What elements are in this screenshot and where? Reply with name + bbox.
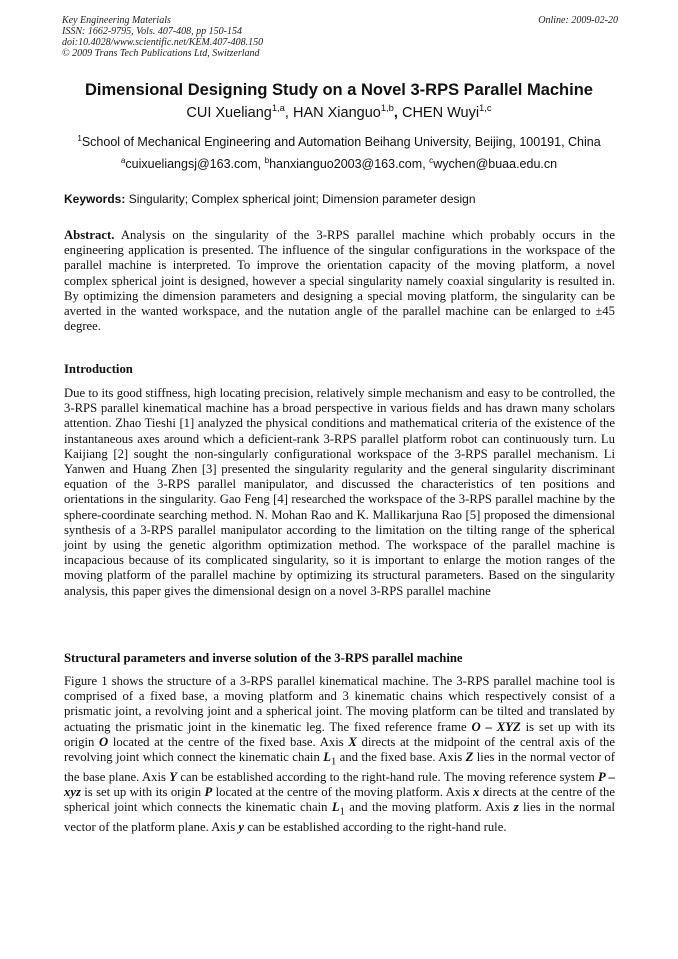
text-run: Figure 1 shows the structure of a 3-RPS parallel kinematical machine. The 3-RPS parallel machine tool is comprised of a fixed base, a moving platform and 3 kinematic chains which respectively consist of a prismatic joint, a revolving joint and a spherical joint. The moving platform can be tilted and translated by actuating the prismatic joint in the kinematic leg. The fixed reference frame bbox=[64, 674, 615, 734]
text-run: is set up with its origin bbox=[64, 719, 615, 749]
text-run: is set up with its origin bbox=[80, 784, 205, 799]
author-sup: 1,b bbox=[380, 102, 394, 114]
journal-name: Key Engineering Materials bbox=[62, 15, 171, 26]
keywords-text: Singularity; Complex spherical joint; Dimension parameter design bbox=[128, 192, 476, 206]
math-symbol: Z bbox=[465, 750, 474, 765]
text-run: lies in the normal vector of the platform plane. Axis bbox=[64, 800, 615, 834]
math-subscript: 1 bbox=[339, 806, 345, 818]
author-name: CUI Xueliang bbox=[186, 105, 272, 121]
author-sup: 1,a bbox=[271, 102, 285, 114]
math-symbol: P bbox=[204, 784, 213, 799]
online-date: Online: 2009-02-20 bbox=[538, 15, 618, 26]
text-run: directs at the centre of the spherical joint which connects the kinematic chain bbox=[64, 784, 615, 815]
math-symbol: z bbox=[513, 800, 519, 815]
abstract bbox=[64, 228, 615, 334]
abstract-label: Abstract. bbox=[64, 228, 115, 242]
text-run: located at the centre of the fixed base. Axis bbox=[108, 734, 349, 749]
issn-line: ISSN: 1662-9795, Vols. 407-408, pp 150-154 bbox=[62, 26, 242, 37]
doi-line: doi:10.4028/www.scientific.net/KEM.407-408.150 bbox=[62, 37, 264, 48]
text-run: can be established according to the right-hand rule. bbox=[244, 819, 507, 834]
affiliation bbox=[0, 135, 678, 149]
email-address: cuixueliangsj@163.com bbox=[125, 157, 258, 171]
author-name: HAN Xianguo bbox=[292, 105, 381, 121]
text-run: lies in the normal vector of the base plane. Axis bbox=[64, 750, 615, 784]
email-address: wychen@buaa.edu.cn bbox=[433, 157, 558, 171]
journal-header bbox=[62, 15, 618, 59]
section-heading-structural: Structural parameters and inverse solution of the 3-RPS parallel machine bbox=[64, 651, 463, 665]
affiliation-text: School of Mechanical Engineering and Automation Beihang University, Beijing, 100191, China bbox=[81, 135, 601, 149]
math-subscript: 1 bbox=[330, 756, 337, 768]
math-symbol: x bbox=[473, 784, 480, 799]
author-list: CUI Xueliang$^{1,a}$, HAN Xianguo$^{1,b}$, CHEN Wuyi$^{1,c}$ bbox=[186, 102, 492, 121]
text-run: and the fixed base. Axis bbox=[336, 750, 466, 765]
email-list: $^a$cuixueliangsj@163.com, $^b$hanxianguo2003@163.com, $^c$wychen@buaa.edu.cn bbox=[120, 155, 558, 171]
math-symbol: O bbox=[99, 734, 109, 749]
author-name: CHEN Wuyi bbox=[401, 105, 480, 121]
text-run: directs at the midpoint of the central axis of the revolving joint which connect the kinematic chain bbox=[64, 734, 615, 765]
email-address: hanxianguo2003@163.com bbox=[269, 157, 423, 171]
email-sup: c bbox=[429, 155, 434, 165]
math-symbol: Y bbox=[169, 769, 178, 784]
abstract-text: Analysis on the singularity of the 3-RPS parallel machine which probably occurs in the engineering application is presented. The influence of the singular configurations in the workspace of the parallel machine is interpreted. To improve the orientation capacity of the moving platform, a novel complex spherical joint is designed, however a special singularity namely coaxial singularity is resulted in. By optimizing the dimension parameters and designing a special moving platform, the singularity can be averted in the wanted workspace, and the nutation angle of the parallel machine can be enlarged to ±45 degree. bbox=[64, 228, 615, 334]
structural-text bbox=[64, 674, 615, 835]
author-sup: 1,c bbox=[479, 102, 492, 114]
text-run: located at the centre of the moving platform. Axis bbox=[212, 784, 474, 799]
email-sup: a bbox=[120, 155, 126, 165]
keywords bbox=[64, 192, 616, 206]
text-run: can be established according to the right-hand rule. The moving reference system bbox=[177, 769, 599, 784]
math-symbol: L bbox=[323, 750, 331, 765]
section-heading-introduction: Introduction bbox=[64, 362, 133, 376]
math-symbol: O – XYZ bbox=[471, 719, 521, 734]
math-symbol: X bbox=[348, 734, 357, 749]
email-sup: b bbox=[264, 155, 270, 165]
introduction-text: Due to its good stiffness, high locating precision, relatively simple mechanism and easy to be controlled, the 3-RPS parallel kinematical machine has a broad perspective in various fields and has drawn many scholars attention. Zhao Tieshi [1] analyzed the physical conditions and mathematical criteria of the existence of the instantaneous axes around which a deficient-rank 3-RPS parallel platform robot can continuously turn. Lu Kaijiang [2] sought the non-singularly configurational workspace of the 3-RPS parallel mechanism. Li Yanwen and Huang Zhen [3] presented the singularity regularity and the general singularity discriminant equation of the 3-RPS parallel manipulator, and discussed the characteristics of ten positions and orientations in the singularity. Gao Feng [4] researched the workspace of the 3-RPS parallel machine by the sphere-coordinate searching method. N. Mohan Rao and K. Mallikarjuna Rao [5] proposed the dimensional synthesis of a 3-RPS parallel manipulator according to the limitation on the tilting range of the spherical joint by using the genetic algorithm optimization method. The workspace of the parallel machine is incapacious because of its complicated singularity, so it is important to enlarge the motion ranges of the moving platform of the parallel machine by optimizing its structural parameters. Based on the singularity analysis, this paper gives the dimensional design on a novel 3-RPS parallel machine bbox=[64, 386, 615, 598]
math-symbol: L bbox=[331, 800, 340, 815]
affiliation-sup: 1 bbox=[77, 133, 82, 143]
paper-title: Dimensional Designing Study on a Novel 3-RPS Parallel Machine bbox=[85, 81, 593, 99]
math-symbol: P – xyz bbox=[64, 769, 615, 799]
text-run: and the moving platform. Axis bbox=[344, 800, 514, 815]
keywords-label: Keywords: bbox=[64, 192, 126, 206]
math-symbol: y bbox=[238, 819, 245, 834]
copyright-line: © 2009 Trans Tech Publications Ltd, Switzerland bbox=[62, 48, 260, 59]
